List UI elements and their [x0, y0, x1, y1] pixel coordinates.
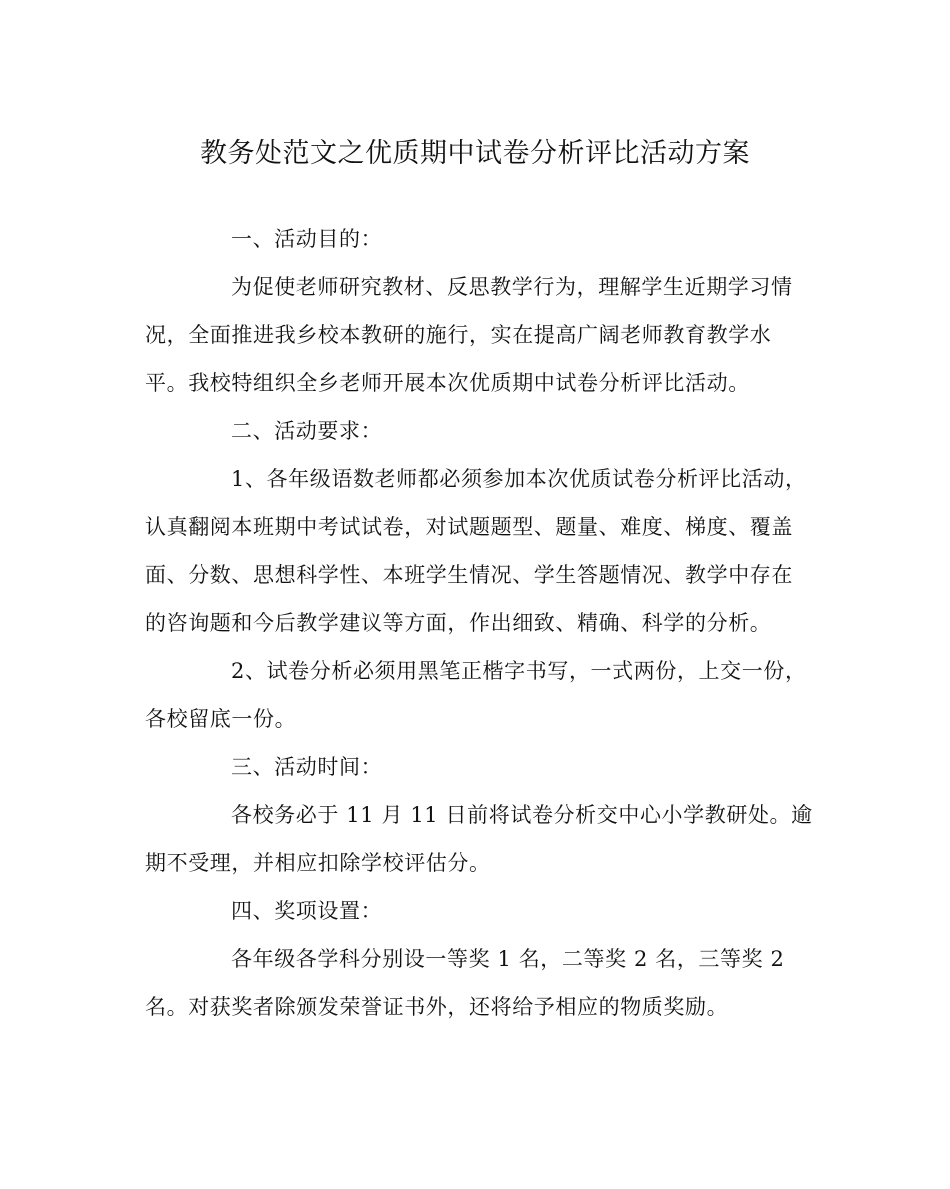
- paragraph-line: 认真翻阅本班期中考试试卷，对试题题型、题量、难度、梯度、覆盖: [145, 515, 793, 539]
- paragraph-line: 名。对获奖者除颁发荣誉证书外，还将给予相应的物质奖励。: [145, 995, 729, 1019]
- paragraph-line: 况，全面推进我乡校本教研的施行，实在提高广阔老师教育教学水: [145, 323, 772, 347]
- section-heading-time: 三、活动时间：: [231, 755, 383, 779]
- paragraph-line: 1、各年级语数老师都必须参加本次优质试卷分析评比活动，: [231, 467, 807, 491]
- paragraph-line: 2、试卷分析必须用黑笔正楷字书写，一式两份，上交一份，: [231, 659, 807, 683]
- paragraph-line: 期不受理，并相应扣除学校评估分。: [145, 851, 491, 875]
- document-title: 教务处范文之优质期中试卷分析评比活动方案: [200, 138, 750, 169]
- section-heading-purpose: 一、活动目的：: [231, 227, 383, 251]
- paragraph-line: 各校留底一份。: [145, 707, 297, 731]
- section-heading-requirements: 二、活动要求：: [231, 419, 383, 443]
- paragraph-line: 为促使老师研究教材、反思教学行为，理解学生近期学习情: [231, 275, 793, 299]
- paragraph-line: 各校务必于 11 月 11 日前将试卷分析交中心小学教研处。逾: [231, 803, 813, 827]
- paragraph-line: 平。我校特组织全乡老师开展本次优质期中试卷分析评比活动。: [145, 371, 750, 395]
- section-heading-awards: 四、奖项设置：: [231, 899, 383, 923]
- paragraph-line: 面、分数、思想科学性、本班学生情况、学生答题情况、教学中存在: [145, 563, 793, 587]
- paragraph-line: 各年级各学科分别设一等奖 1 名，二等奖 2 名，三等奖 2: [231, 947, 785, 971]
- paragraph-line: 的咨询题和今后教学建议等方面，作出细致、精确、科学的分析。: [145, 611, 772, 635]
